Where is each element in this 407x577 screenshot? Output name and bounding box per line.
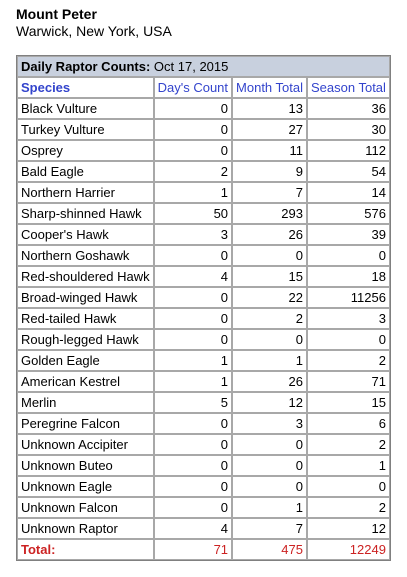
days-count-cell: 1 xyxy=(154,350,232,371)
season-total-cell: 3 xyxy=(307,308,390,329)
species-cell: Unknown Accipiter xyxy=(17,434,154,455)
days-count-cell: 1 xyxy=(154,182,232,203)
table-row xyxy=(17,203,390,224)
season-total-cell: 0 xyxy=(307,329,390,350)
species-cell: Golden Eagle xyxy=(17,350,154,371)
days-count-cell: 0 xyxy=(154,497,232,518)
total-label: Total: xyxy=(17,539,154,560)
season-total-cell: 2 xyxy=(307,434,390,455)
season-total-cell: 0 xyxy=(307,476,390,497)
days-count-cell: 1 xyxy=(154,371,232,392)
month-total-cell: 15 xyxy=(232,266,307,287)
table-row xyxy=(17,476,390,497)
season-total-cell: 1 xyxy=(307,455,390,476)
species-cell: Unknown Buteo xyxy=(17,455,154,476)
species-cell: Broad-winged Hawk xyxy=(17,287,154,308)
table-row xyxy=(17,455,390,476)
table-row xyxy=(17,266,390,287)
month-total-cell: 11 xyxy=(232,140,307,161)
species-cell: Black Vulture xyxy=(17,98,154,119)
season-total-cell: 2 xyxy=(307,350,390,371)
species-cell: Northern Goshawk xyxy=(17,245,154,266)
days-count-cell: 2 xyxy=(154,161,232,182)
month-total-cell: 1 xyxy=(232,350,307,371)
species-cell: Merlin xyxy=(17,392,154,413)
season-total-cell: 54 xyxy=(307,161,390,182)
species-cell: Bald Eagle xyxy=(17,161,154,182)
column-header-month-total: Month Total xyxy=(232,77,307,98)
table-row xyxy=(17,224,390,245)
month-total-cell: 7 xyxy=(232,182,307,203)
table-row xyxy=(17,287,390,308)
days-count-cell: 4 xyxy=(154,266,232,287)
column-header-species: Species xyxy=(17,77,154,98)
season-total-cell: 39 xyxy=(307,224,390,245)
days-count-cell: 0 xyxy=(154,434,232,455)
days-count-cell: 0 xyxy=(154,476,232,497)
season-total-cell: 11256 xyxy=(307,287,390,308)
table-row xyxy=(17,413,390,434)
species-cell: Northern Harrier xyxy=(17,182,154,203)
table-title xyxy=(17,56,390,77)
month-total-cell: 13 xyxy=(232,98,307,119)
total-season: 12249 xyxy=(307,539,390,560)
month-total-cell: 26 xyxy=(232,371,307,392)
species-cell: Turkey Vulture xyxy=(17,119,154,140)
raptor-counts-table xyxy=(16,55,391,561)
species-cell: Unknown Falcon xyxy=(17,497,154,518)
table-row xyxy=(17,392,390,413)
table-row xyxy=(17,329,390,350)
month-total-cell: 22 xyxy=(232,287,307,308)
species-cell: Osprey xyxy=(17,140,154,161)
month-total-cell: 7 xyxy=(232,518,307,539)
month-total-cell: 27 xyxy=(232,119,307,140)
species-cell: Peregrine Falcon xyxy=(17,413,154,434)
table-row xyxy=(17,350,390,371)
month-total-cell: 0 xyxy=(232,476,307,497)
season-total-cell: 2 xyxy=(307,497,390,518)
month-total-cell: 2 xyxy=(232,308,307,329)
season-total-cell: 36 xyxy=(307,98,390,119)
table-row xyxy=(17,182,390,203)
days-count-cell: 5 xyxy=(154,392,232,413)
table-row xyxy=(17,98,390,119)
days-count-cell: 0 xyxy=(154,413,232,434)
total-row xyxy=(17,539,390,560)
table-row xyxy=(17,245,390,266)
total-month: 475 xyxy=(232,539,307,560)
column-header-season-total: Season Total xyxy=(307,77,390,98)
table-row xyxy=(17,497,390,518)
season-total-cell: 112 xyxy=(307,140,390,161)
season-total-cell: 15 xyxy=(307,392,390,413)
total-days-count: 71 xyxy=(154,539,232,560)
species-cell: Red-shouldered Hawk xyxy=(17,266,154,287)
season-total-cell: 6 xyxy=(307,413,390,434)
month-total-cell: 3 xyxy=(232,413,307,434)
season-total-cell: 71 xyxy=(307,371,390,392)
site-name: Mount Peter xyxy=(16,6,97,22)
month-total-cell: 1 xyxy=(232,497,307,518)
season-total-cell: 0 xyxy=(307,245,390,266)
days-count-cell: 0 xyxy=(154,98,232,119)
days-count-cell: 0 xyxy=(154,140,232,161)
month-total-cell: 12 xyxy=(232,392,307,413)
table-title-label: Daily Raptor Counts: xyxy=(21,59,151,74)
days-count-cell: 0 xyxy=(154,245,232,266)
month-total-cell: 9 xyxy=(232,161,307,182)
season-total-cell: 576 xyxy=(307,203,390,224)
table-row xyxy=(17,371,390,392)
table-row xyxy=(17,140,390,161)
month-total-cell: 293 xyxy=(232,203,307,224)
species-cell: American Kestrel xyxy=(17,371,154,392)
month-total-cell: 0 xyxy=(232,434,307,455)
table-row xyxy=(17,308,390,329)
table-row xyxy=(17,119,390,140)
site-location: Warwick, New York, USA xyxy=(16,23,172,39)
table-header-row xyxy=(17,77,390,98)
days-count-cell: 3 xyxy=(154,224,232,245)
days-count-cell: 0 xyxy=(154,119,232,140)
month-total-cell: 0 xyxy=(232,245,307,266)
month-total-cell: 0 xyxy=(232,329,307,350)
days-count-cell: 0 xyxy=(154,329,232,350)
days-count-cell: 50 xyxy=(154,203,232,224)
season-total-cell: 14 xyxy=(307,182,390,203)
site-header xyxy=(16,6,172,40)
table-row xyxy=(17,161,390,182)
month-total-cell: 26 xyxy=(232,224,307,245)
table-title-date: Oct 17, 2015 xyxy=(153,59,229,74)
days-count-cell: 4 xyxy=(154,518,232,539)
month-total-cell: 0 xyxy=(232,455,307,476)
table-row xyxy=(17,434,390,455)
species-cell: Sharp-shinned Hawk xyxy=(17,203,154,224)
table-title-row xyxy=(17,56,390,77)
days-count-cell: 0 xyxy=(154,287,232,308)
days-count-cell: 0 xyxy=(154,455,232,476)
season-total-cell: 30 xyxy=(307,119,390,140)
species-cell: Cooper's Hawk xyxy=(17,224,154,245)
species-cell: Rough-legged Hawk xyxy=(17,329,154,350)
days-count-cell: 0 xyxy=(154,308,232,329)
species-cell: Unknown Eagle xyxy=(17,476,154,497)
season-total-cell: 12 xyxy=(307,518,390,539)
table-row xyxy=(17,518,390,539)
season-total-cell: 18 xyxy=(307,266,390,287)
column-header-days-count: Day's Count xyxy=(154,77,232,98)
species-cell: Red-tailed Hawk xyxy=(17,308,154,329)
species-cell: Unknown Raptor xyxy=(17,518,154,539)
